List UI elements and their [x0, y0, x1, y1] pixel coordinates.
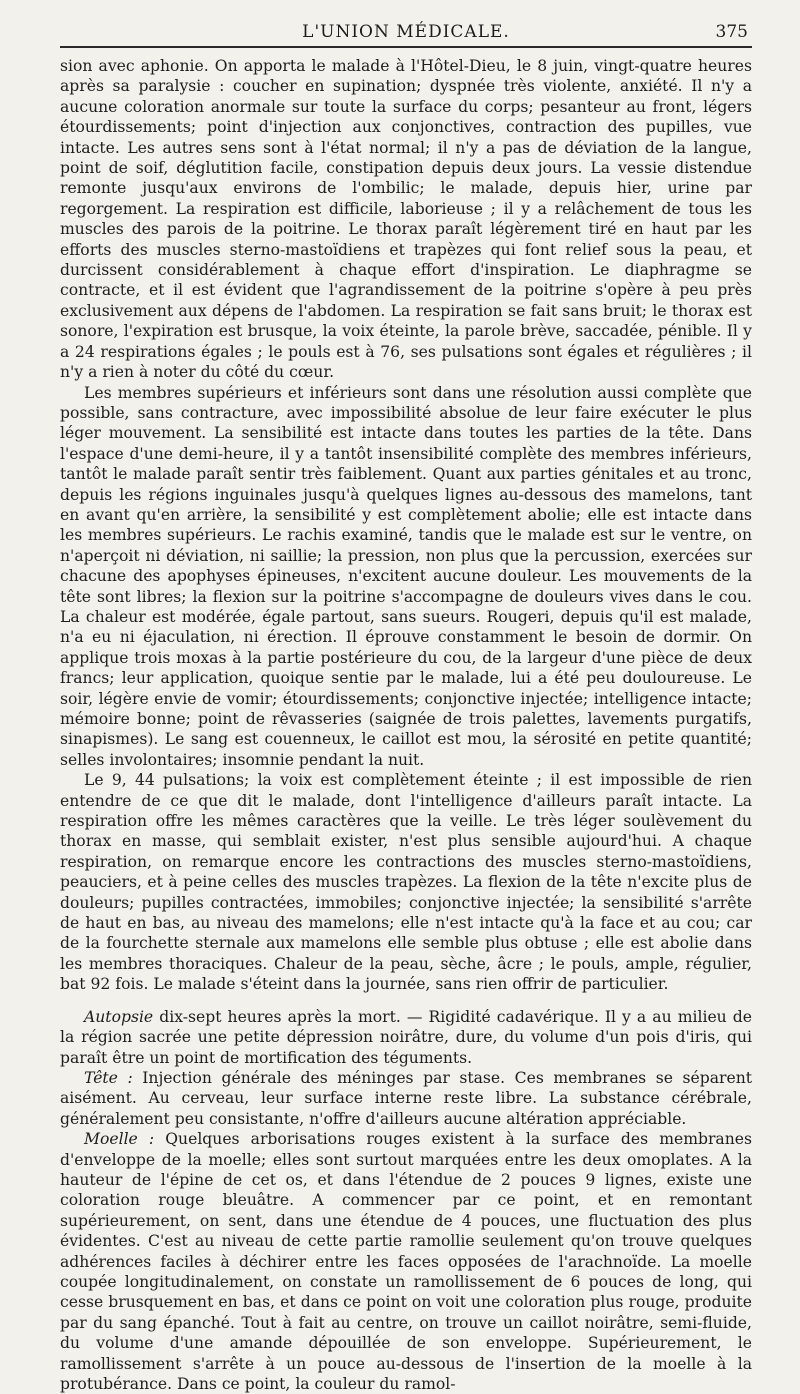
paragraph-le-9 — [60, 770, 752, 994]
paragraph-text: Injection générale des méninges par stase. Ces membranes se séparent aisément. Au cerveau, leur surface interne reste libre. La substance cérébrale, généralement peu consistante, n'offre d'ailleurs aucune altération appréciable. — [60, 1068, 753, 1128]
paragraph-continuation — [60, 56, 752, 383]
paragraph-membres — [60, 383, 752, 771]
paragraph-text: Les membres supérieurs et inférieurs sont dans une résolution aussi complète que possible, sans contracture, avec impossibilité absolue de leur faire exécuter le plus léger mouvement. La sensibilité est intacte dans toutes les parties de la tête. Dans l'espace d'une demi-heure, il y a tantôt insensibilité complète des membres inférieurs, tantôt le malade paraît sentir très faiblement. Quant aux parties génitales et au tronc, depuis les régions inguinales jusqu'à quelques lignes au-dessous des mamelons, tant en avant qu'en arrière, la sensibilité y est complètement abolie; elle est intacte dans les membres supérieurs. Le rachis examiné, tandis que le malade est sur le ventre, on n'aperçoit ni déviation, ni saillie; la pression, non plus que la percussion, exercées sur chacune des apophyses épineuses, n'excitent aucune douleur. Les mouvements de la tête sont libres; la flexion sur la poitrine s'accompagne de douleurs vives dans le cou. La chaleur est modérée, égale partout, sans sueurs. Rougeri, depuis qu'il est malade, n'a eu ni éjaculation, ni érection. Il éprouve constamment le besoin de dormir. On applique trois moxas à la partie postérieure du cou, de la largeur d'une pièce de deux francs; leur application, quoique sentie par le malade, lui a été peu douloureuse. Le soir, légère envie de vomir; étourdissements; conjonctive injectée; intelligence intacte; mémoire bonne; point de rêvasseries (saignée de trois palettes, lavements purgatifs, sinapismes). Le sang est couenneux, le caillot est mou, la sérosité en petite quantité; selles involontaires; insomnie pendant la nuit. — [60, 383, 752, 769]
paragraph-text: Quelques arborisations rouges existent à la surface des membranes d'enveloppe de la moelle; elles sont surtout marquées entre les deux omoplates. A la hauteur de l'épine de cet os, et dans l'étendue de 2 pouces 9 lignes, existe une coloration rouge bleuâtre. A commencer par ce point, et en remontant supérieurement, on sent, dans une étendue de 4 pouces, une fluctuation des plus évidentes. C'est au niveau de cette partie ramollie seulement qu'on trouve quelques adhérences faciles à déchirer entre les faces opposées de l'arachnoïde. La moelle coupée longitudinalement, on constate un ramollissement de 6 pouces de long, qui cesse brusquement en bas, et dans ce point on voit une coloration plus rouge, produite par du sang épanché. Tout à fait au centre, on trouve un caillot noirâtre, semi-fluide, du volume d'une amande dépouillée de son enveloppe. Supérieurement, le ramollissement s'arrête à un pouce au-dessous de l'insertion de la moelle à la protubérance. Dans ce point, la couleur du ramol- — [60, 1130, 752, 1393]
body-text — [60, 56, 752, 1394]
paragraph-text: dix-sept heures après la mort. — Rigidité cadavérique. Il y a au milieu de la région sacrée une petite dépression noirâtre, dure, du volume d'un pois d'iris, qui paraît être un point de mortification des téguments. — [60, 1007, 752, 1067]
running-title: L'UNION MÉDICALE. — [302, 22, 510, 42]
page-number: 375 — [715, 22, 748, 42]
paragraph-tete — [60, 1068, 752, 1129]
paragraph-lead: Tête : — [84, 1068, 133, 1087]
page-header — [60, 14, 752, 46]
paragraph-lead: Moelle : — [84, 1130, 155, 1149]
paragraph-text: Le 9, 44 pulsations; la voix est complètement éteinte ; il est impossible de rien entendre de ce que dit le malade, dont l'intelligence d'ailleurs paraît intacte. La respiration offre les mêmes caractères que la veille. Le très léger soulèvement du thorax en masse, qui semblait exister, n'est plus sensible aujourd'hui. A chaque respiration, on remarque encore les contractions des muscles sterno-mastoïdiens, peauciers, et à peine celles des muscles trapèzes. La flexion de la tête n'excite plus de douleurs; pupilles contractées, immobiles; conjonctive injectée; la sensibilité s'arrête de haut en bas, au niveau des mamelons; elle n'est intacte qu'à la face et au cou; car de la fourchette sternale aux mamelons elle semble plus obtuse ; elle est abolie dans les membres thoraciques. Chaleur de la peau, sèche, âcre ; le pouls, ample, régulier, bat 92 fois. Le malade s'éteint dans la journée, sans rien offrir de particulier. — [60, 771, 752, 994]
paragraph-moelle — [60, 1129, 752, 1394]
paragraph-text: sion avec aphonie. On apporta le malade à l'Hôtel-Dieu, le 8 juin, vingt-quatre heures après sa paralysie : coucher en supination; dyspnée très violente, anxiété. Il n'y a aucune coloration anormale sur toute la surface du corps; pesanteur au front, légers étourdissements; point d'injection aux conjonctives, contraction des pupilles, vue intacte. Les autres sens sont à l'état normal; il n'y a pas de déviation de la langue, point de soif, déglutition facile, constipation depuis deux jours. La vessie distendue remonte jusqu'aux environs de l'ombilic; le malade, depuis hier, urine par regorgement. La respiration est difficile, laborieuse ; il y a relâchement de tous les muscles des parois de la poitrine. Le thorax paraît légèrement tiré en haut par les efforts des muscles sterno-mastoïdiens et trapèzes qui font relief sous la peau, et durcissent considérablement à chaque effort d'inspiration. Le diaphragme se contracte, et il est évident que l'agrandissement de la poitrine s'opère à peu près exclusivement aux dépens de l'abdomen. La respiration se fait sans bruit; le thorax est sonore, l'expiration est brusque, la voix éteinte, la parole brève, saccadée, pénible. Il y a 24 respirations égales ; le pouls est à 76, ses pulsations sont égales et régulières ; il n'y a rien à noter du côté du cœur. — [60, 57, 752, 382]
paragraph-lead: Autopsie — [84, 1007, 154, 1026]
header-rule — [60, 46, 752, 48]
paragraph-autopsie — [60, 1007, 752, 1068]
